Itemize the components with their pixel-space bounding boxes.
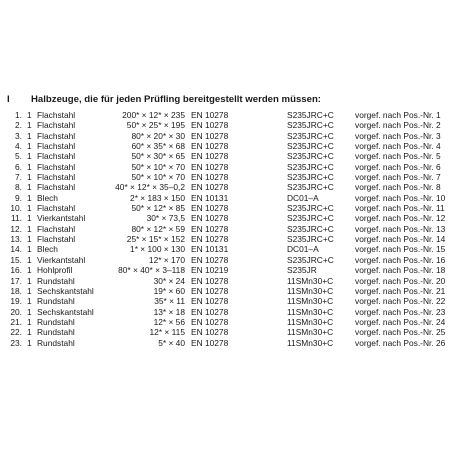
item-standard: EN 10278 xyxy=(191,182,229,193)
section-title: Halbzeuge, die für jeden Prüfling bereitgestellt werden müssen: xyxy=(31,94,322,105)
item-material: S235JRC+C xyxy=(287,223,334,234)
item-name: Rundstahl xyxy=(37,327,75,338)
item-standard: EN 10278 xyxy=(191,172,229,183)
item-name: Flachstahl xyxy=(37,203,76,214)
item-number: 19. xyxy=(10,296,22,307)
item-quantity: 1 xyxy=(27,120,32,131)
item-number: 9. xyxy=(15,192,22,203)
item-quantity: 1 xyxy=(27,161,32,172)
item-material: 11SMn30+C xyxy=(287,285,334,296)
section-number: I xyxy=(7,94,10,105)
item-note: vorgef. nach Pos.-Nr. 22 xyxy=(355,296,446,307)
item-quantity: 1 xyxy=(27,213,32,224)
list-item xyxy=(0,244,458,254)
list-item xyxy=(0,338,458,348)
item-number: 5. xyxy=(15,151,22,162)
item-dimensions: 40* × 12* × 35–0,2 xyxy=(115,182,185,193)
item-standard: EN 10278 xyxy=(191,203,229,214)
item-dimensions: 12* × 115 xyxy=(149,327,185,338)
material-list xyxy=(0,110,458,348)
item-material: S235JRC+C xyxy=(287,161,334,172)
item-standard: EN 10278 xyxy=(191,316,229,327)
item-material: S235JRC+C xyxy=(287,141,334,152)
item-quantity: 1 xyxy=(27,337,32,348)
item-name: Flachstahl xyxy=(37,141,76,152)
item-number: 23. xyxy=(10,337,22,348)
item-quantity: 1 xyxy=(27,254,32,265)
item-note: vorgef. nach Pos.-Nr. 20 xyxy=(355,275,446,286)
item-standard: EN 10278 xyxy=(191,213,229,224)
item-note: vorgef. nach Pos.-Nr. 5 xyxy=(355,151,441,162)
item-number: 10. xyxy=(10,203,22,214)
item-dimensions: 80* × 20* × 30 xyxy=(131,130,185,141)
item-quantity: 1 xyxy=(27,172,32,183)
item-material: 11SMn30+C xyxy=(287,306,334,317)
item-material: 11SMn30+C xyxy=(287,327,334,338)
item-standard: EN 10131 xyxy=(191,244,229,255)
item-name: Blech xyxy=(37,192,58,203)
item-name: Hohlprofil xyxy=(37,265,73,276)
item-dimensions: 13* × 18 xyxy=(153,306,185,317)
item-number: 7. xyxy=(15,172,22,183)
item-number: 12. xyxy=(10,223,22,234)
item-note: vorgef. nach Pos.-Nr. 4 xyxy=(355,141,441,152)
item-name: Flachstahl xyxy=(37,130,76,141)
item-quantity: 1 xyxy=(27,244,32,255)
list-item xyxy=(0,234,458,244)
item-note: vorgef. nach Pos.-Nr. 16 xyxy=(355,254,446,265)
list-item xyxy=(0,265,458,275)
item-note: vorgef. nach Pos.-Nr. 24 xyxy=(355,316,446,327)
item-standard: EN 10278 xyxy=(191,141,229,152)
item-quantity: 1 xyxy=(27,327,32,338)
item-quantity: 1 xyxy=(27,296,32,307)
item-quantity: 1 xyxy=(27,182,32,193)
item-dimensions: 50* × 25* × 195 xyxy=(126,120,185,131)
item-name: Sechskantstahl xyxy=(37,285,94,296)
item-number: 15. xyxy=(10,254,22,265)
item-dimensions: 30* × 24 xyxy=(153,275,185,286)
item-dimensions: 12* × 56 xyxy=(153,316,185,327)
item-standard: EN 10278 xyxy=(191,151,229,162)
item-note: vorgef. nach Pos.-Nr. 6 xyxy=(355,161,441,172)
list-item xyxy=(0,162,458,172)
item-standard: EN 10278 xyxy=(191,327,229,338)
section-heading xyxy=(7,94,321,105)
item-note: vorgef. nach Pos.-Nr. 8 xyxy=(355,182,441,193)
item-standard: EN 10278 xyxy=(191,120,229,131)
item-number: 20. xyxy=(10,306,22,317)
item-dimensions: 200* × 12* × 235 xyxy=(122,110,185,120)
item-dimensions: 50* × 10* × 70 xyxy=(131,172,185,183)
list-item xyxy=(0,141,458,151)
item-name: Flachstahl xyxy=(37,110,76,120)
item-material: S235JRC+C xyxy=(287,172,334,183)
item-name: Rundstahl xyxy=(37,316,75,327)
item-name: Rundstahl xyxy=(37,275,75,286)
item-name: Vierkantstahl xyxy=(37,213,86,224)
item-number: 11. xyxy=(10,213,22,224)
item-note: vorgef. nach Pos.-Nr. 21 xyxy=(355,285,446,296)
item-note: vorgef. nach Pos.-Nr. 12 xyxy=(355,213,446,224)
item-material: S235JRC+C xyxy=(287,203,334,214)
item-standard: EN 10219 xyxy=(191,265,229,276)
item-number: 14. xyxy=(10,244,22,255)
item-name: Flachstahl xyxy=(37,120,76,131)
item-name: Flachstahl xyxy=(37,234,76,245)
list-item xyxy=(0,327,458,337)
item-quantity: 1 xyxy=(27,234,32,245)
item-note: vorgef. nach Pos.-Nr. 11 xyxy=(355,203,445,214)
item-name: Vierkantstahl xyxy=(37,254,86,265)
item-name: Flachstahl xyxy=(37,182,76,193)
item-note: vorgef. nach Pos.-Nr. 25 xyxy=(355,327,446,338)
item-standard: EN 10278 xyxy=(191,275,229,286)
item-material: S235JRC+C xyxy=(287,213,334,224)
list-item xyxy=(0,224,458,234)
item-number: 21. xyxy=(10,316,22,327)
item-standard: EN 10278 xyxy=(191,234,229,245)
item-quantity: 1 xyxy=(27,275,32,286)
item-number: 1. xyxy=(15,110,22,120)
item-dimensions: 50* × 12* × 85 xyxy=(131,203,185,214)
item-dimensions: 12* × 170 xyxy=(148,254,185,265)
item-dimensions: 80* × 40* × 3–118 xyxy=(118,265,185,276)
item-standard: EN 10278 xyxy=(191,254,229,265)
item-material: S235JRC+C xyxy=(287,254,334,265)
item-quantity: 1 xyxy=(27,265,32,276)
list-item xyxy=(0,182,458,192)
item-standard: EN 10278 xyxy=(191,223,229,234)
item-dimensions: 2* × 183 × 150 xyxy=(130,192,185,203)
item-number: 8. xyxy=(15,182,22,193)
item-name: Rundstahl xyxy=(37,296,75,307)
item-name: Rundstahl xyxy=(37,337,75,348)
list-item xyxy=(0,151,458,161)
item-standard: EN 10278 xyxy=(191,110,229,120)
list-item xyxy=(0,276,458,286)
list-item xyxy=(0,255,458,265)
item-note: vorgef. nach Pos.-Nr. 26 xyxy=(355,337,446,348)
item-material: 11SMn30+C xyxy=(287,337,334,348)
item-material: 11SMn30+C xyxy=(287,275,334,286)
list-item xyxy=(0,172,458,182)
list-item xyxy=(0,120,458,130)
item-dimensions: 80* × 12* × 59 xyxy=(131,223,185,234)
item-number: 6. xyxy=(15,161,22,172)
item-number: 16. xyxy=(10,265,22,276)
item-number: 18. xyxy=(10,285,22,296)
item-standard: EN 10278 xyxy=(191,285,229,296)
item-dimensions: 5* × 40 xyxy=(158,337,185,348)
item-number: 22. xyxy=(10,327,22,338)
item-material: S235JRC+C xyxy=(287,130,334,141)
item-quantity: 1 xyxy=(27,285,32,296)
item-quantity: 1 xyxy=(27,223,32,234)
item-number: 3. xyxy=(15,130,22,141)
item-note: vorgef. nach Pos.-Nr. 10 xyxy=(355,192,446,203)
item-note: vorgef. nach Pos.-Nr. 23 xyxy=(355,306,446,317)
item-note: vorgef. nach Pos.-Nr. 3 xyxy=(355,130,441,141)
item-note: vorgef. nach Pos.-Nr. 2 xyxy=(355,120,441,131)
list-item xyxy=(0,110,458,120)
item-standard: EN 10131 xyxy=(191,192,229,203)
item-name: Flachstahl xyxy=(37,151,76,162)
item-quantity: 1 xyxy=(27,306,32,317)
item-dimensions: 1* × 100 × 130 xyxy=(130,244,185,255)
item-note: vorgef. nach Pos.-Nr. 15 xyxy=(355,244,446,255)
item-material: S235JRC+C xyxy=(287,151,334,162)
list-item xyxy=(0,213,458,223)
item-dimensions: 35* × 11 xyxy=(154,296,185,307)
item-quantity: 1 xyxy=(27,316,32,327)
item-standard: EN 10278 xyxy=(191,337,229,348)
item-quantity: 1 xyxy=(27,203,32,214)
item-material: S235JRC+C xyxy=(287,234,334,245)
item-material: S235JR xyxy=(287,265,317,276)
item-material: S235JRC+C xyxy=(287,120,334,131)
item-name: Flachstahl xyxy=(37,172,76,183)
list-item xyxy=(0,286,458,296)
item-name: Flachstahl xyxy=(37,161,76,172)
item-material: 11SMn30+C xyxy=(287,316,334,327)
item-dimensions: 30* × 73,5 xyxy=(146,213,185,224)
item-note: vorgef. nach Pos.-Nr. 18 xyxy=(355,265,446,276)
item-quantity: 1 xyxy=(27,151,32,162)
item-note: vorgef. nach Pos.-Nr. 13 xyxy=(355,223,446,234)
list-item xyxy=(0,193,458,203)
item-number: 2. xyxy=(15,120,22,131)
item-note: vorgef. nach Pos.-Nr. 14 xyxy=(355,234,446,245)
item-name: Flachstahl xyxy=(37,223,76,234)
list-item xyxy=(0,317,458,327)
list-item xyxy=(0,131,458,141)
item-material: DC01–A xyxy=(287,244,319,255)
item-standard: EN 10278 xyxy=(191,161,229,172)
item-note: vorgef. nach Pos.-Nr. 1 xyxy=(355,110,441,120)
item-material: DC01–A xyxy=(287,192,319,203)
item-quantity: 1 xyxy=(27,141,32,152)
item-standard: EN 10278 xyxy=(191,296,229,307)
item-dimensions: 50* × 10* × 70 xyxy=(131,161,185,172)
item-name: Blech xyxy=(37,244,58,255)
item-number: 4. xyxy=(15,141,22,152)
item-dimensions: 60* × 35* × 68 xyxy=(131,141,185,152)
item-standard: EN 10278 xyxy=(191,130,229,141)
list-item xyxy=(0,203,458,213)
item-dimensions: 50* × 30* × 65 xyxy=(131,151,185,162)
item-standard: EN 10278 xyxy=(191,306,229,317)
item-dimensions: 19* × 60 xyxy=(153,285,185,296)
item-note: vorgef. nach Pos.-Nr. 7 xyxy=(355,172,441,183)
item-name: Sechskantstahl xyxy=(37,306,94,317)
item-quantity: 1 xyxy=(27,192,32,203)
item-quantity: 1 xyxy=(27,110,32,120)
item-number: 17. xyxy=(10,275,22,286)
list-item xyxy=(0,296,458,306)
item-material: S235JRC+C xyxy=(287,182,334,193)
list-item xyxy=(0,307,458,317)
item-quantity: 1 xyxy=(27,130,32,141)
item-material: S235JRC+C xyxy=(287,110,334,120)
item-material: 11SMn30+C xyxy=(287,296,334,307)
item-number: 13. xyxy=(10,234,22,245)
item-dimensions: 25* × 15* × 152 xyxy=(126,234,185,245)
